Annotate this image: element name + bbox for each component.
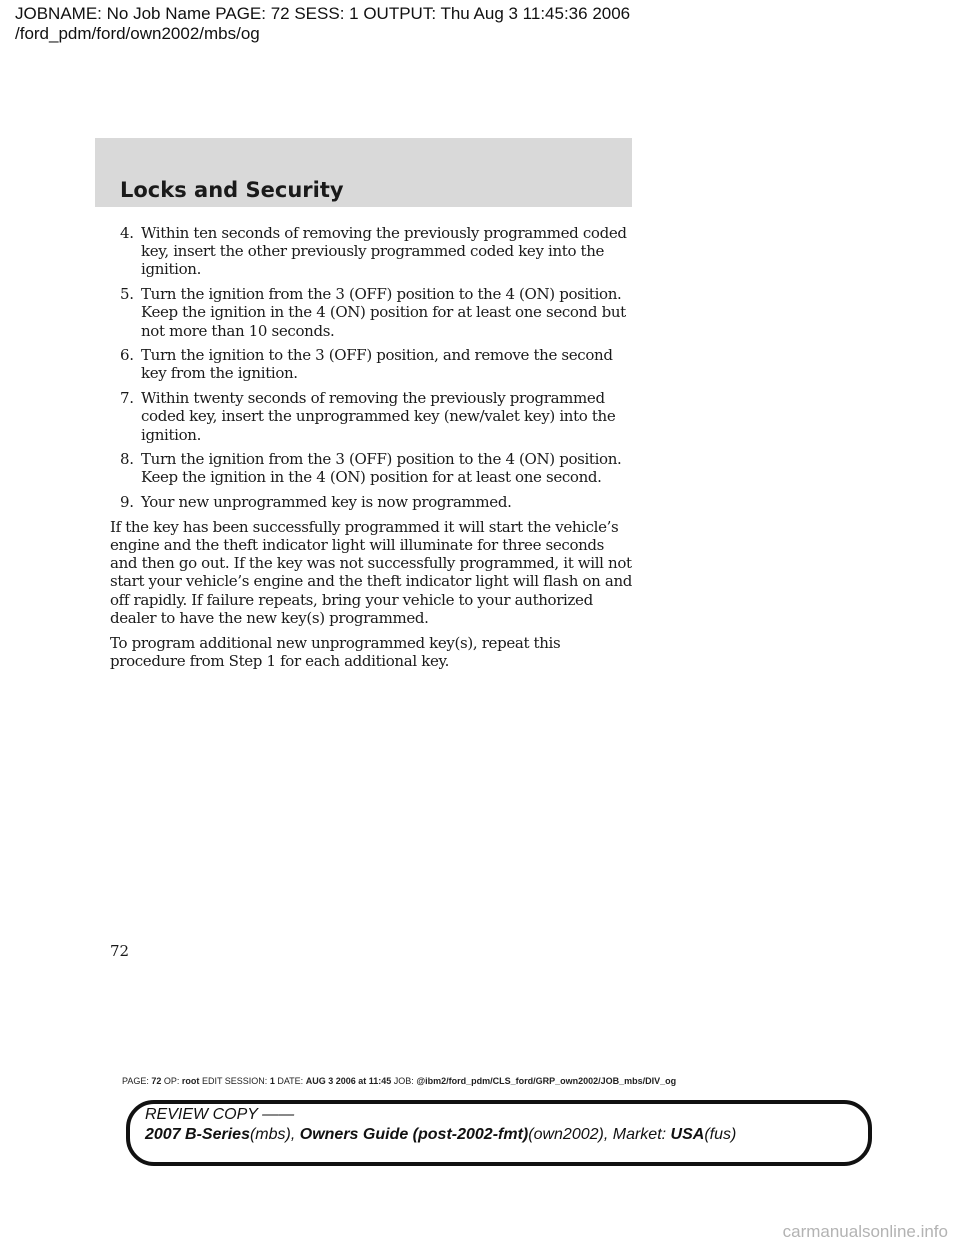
footer-job-label: JOB:: [393, 1076, 414, 1086]
page-content: [110, 224, 635, 677]
job-header: [15, 4, 630, 44]
step-text: Your new unprogrammed key is now programmed.: [141, 493, 512, 512]
footer-date-label: DATE:: [277, 1076, 304, 1086]
step-number: 6.: [120, 346, 134, 365]
step-text: Turn the ignition from the 3 (OFF) position to the 4 (ON) position. Keep the ignition in the 4 (ON) position for at least one second but not more than 10 seconds.: [141, 285, 626, 340]
step-number: 4.: [120, 224, 134, 242]
step-text: Within ten seconds of removing the previously programmed coded key, insert the other previously programmed coded key into the ignition.: [141, 224, 627, 279]
review-model: 2007 B-Series: [145, 1126, 250, 1143]
print-footer: [122, 1076, 676, 1086]
review-copy-label: REVIEW COPY ——: [145, 1106, 295, 1123]
step-number: 7.: [120, 389, 134, 408]
procedure-steps: [110, 224, 635, 511]
review-market: USA: [670, 1126, 705, 1143]
additional-keys-paragraph: To program additional new unprogrammed key(s), repeat this procedure from Step 1 for each additional key.: [110, 634, 561, 671]
review-market-label: , Market:: [603, 1126, 671, 1143]
review-separator: ,: [290, 1126, 296, 1143]
footer-date-value: AUG 3 2006 at 11:45: [305, 1076, 392, 1086]
step-text: Turn the ignition from the 3 (OFF) position to the 4 (ON) position. Keep the ignition in the 4 (ON) position for at least one second.: [141, 450, 622, 487]
job-header-line2: /ford_pdm/ford/own2002/mbs/og: [15, 24, 260, 43]
step-item: [110, 224, 635, 279]
step-number: 5.: [120, 285, 134, 304]
step-item: [110, 389, 635, 444]
step-item: [110, 346, 635, 382]
section-title: Locks and Security: [120, 178, 344, 202]
review-market-code: (fus): [704, 1126, 737, 1143]
footer-job-value: @ibm2/ford_pdm/CLS_ford/GRP_own2002/JOB_mbs/DIV_og: [416, 1076, 677, 1086]
footer-page-label: PAGE:: [122, 1076, 149, 1086]
footer-op-label: OP:: [163, 1076, 180, 1086]
footer-op-value: root: [181, 1076, 200, 1086]
step-item: [110, 450, 635, 486]
footer-session-label: EDIT SESSION:: [201, 1076, 268, 1086]
page-number: 72: [110, 942, 130, 960]
review-model-code: (mbs): [249, 1126, 291, 1143]
review-copy-details: [145, 1126, 736, 1144]
step-text: Turn the ignition to the 3 (OFF) position, and remove the second key from the ignition.: [141, 346, 613, 383]
footer-session-value: 1: [269, 1076, 275, 1086]
review-guide: Owners Guide (post-2002-fmt): [299, 1126, 529, 1143]
step-number: 8.: [120, 450, 134, 469]
step-number: 9.: [120, 493, 134, 512]
review-guide-code: (own2002): [528, 1126, 604, 1143]
step-text: Within twenty seconds of removing the previously programmed coded key, insert the unprogrammed key (new/valet key) into the ignition.: [141, 389, 616, 444]
step-item: [110, 493, 635, 511]
job-header-line1: JOBNAME: No Job Name PAGE: 72 SESS: 1 OUTPUT: Thu Aug 3 11:45:36 2006: [15, 4, 631, 23]
step-item: [110, 285, 635, 340]
footer-page-value: 72: [151, 1076, 162, 1086]
result-paragraph: If the key has been successfully programmed it will start the vehicle’s engine and the theft indicator light will illuminate for three seconds and then go out. If the key was not successfully programmed, it will not start your vehicle’s engine and the theft indicator light will flash on and off rapidly. If failure repeats, bring your vehicle to your authorized dealer to have the new key(s) programmed.: [110, 517, 633, 627]
site-watermark: carmanualsonline.info: [782, 1222, 948, 1241]
